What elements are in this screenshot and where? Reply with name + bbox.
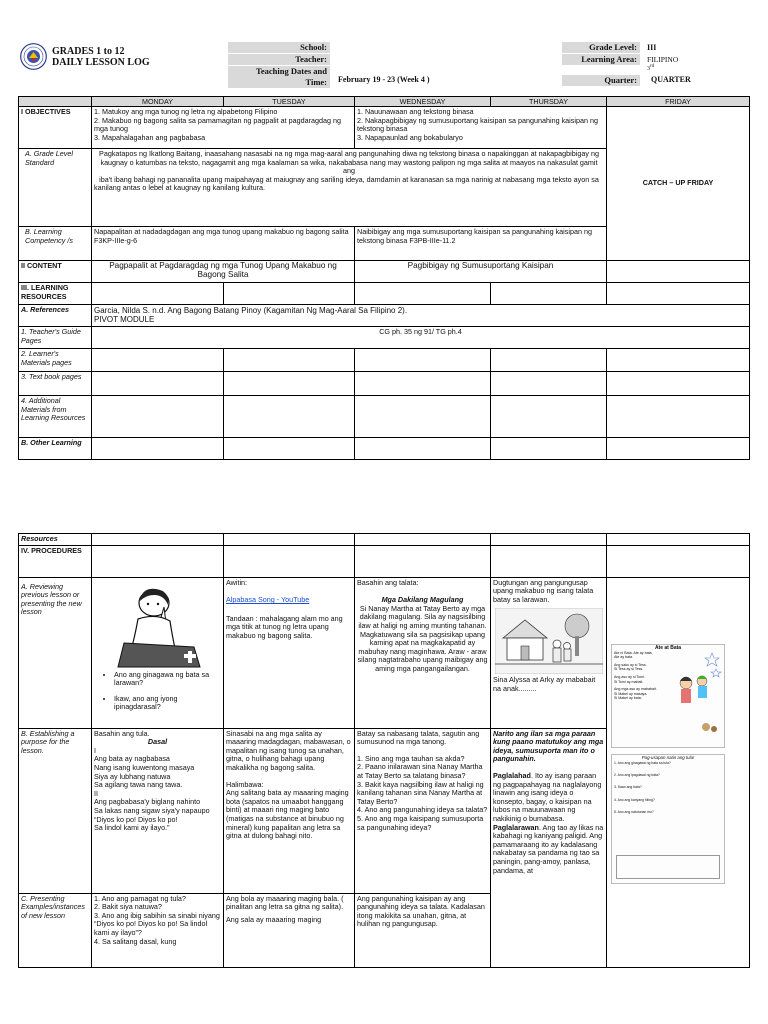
grade-level-standard-text: Pagkatapos ng Ikatlong Baitang, inaasahang nasasabi na ng mga mag-aaral ang pangunahing diwa ng tekstong binasa o napakinggan at nakapagbibigay ng kaugnay o katumbas na teksto, nagagamit ang mga kaalaman sa wika, nakababasa nang may wastong palipon ng mga salita at maayos na nakasulat gamit ang iba't ibang bahagi ng pananalita upang maipahayag at maiugnay ang sariling ideya, damdamin at karanasan sa mga narinig at nabasang mga teksto ayon sa kanilang antas o lebel at kaugnay ng kanilang kultura. <box>92 149 607 227</box>
additional-materials-label: 4. Additional Materials from Learning Resources <box>19 396 92 438</box>
objectives-mon-tue: 1. Matukoy ang mga tunog ng letra ng alpabetong Filipino 2. Makabuo ng bagong salita sa pamamagitan ng pagpalit at pagdaragdag ng mga tunog 3. Mapahalagahan ang pagbabasa <box>92 107 355 149</box>
teachers-guide-label: 1. Teacher's Guide Pages <box>19 327 92 349</box>
reviewing-tuesday: Awitin: Alpabasa Song - YouTube Tandaan : mahalagang alam mo ang mga titik at tunog ng letra upang makabuo ng bagong salita. <box>224 577 355 728</box>
deped-seal-icon <box>20 43 47 70</box>
presenting-monday: 1. Ano ang pamagat ng tula? 2. Bakit siya natuwa? 3. Ano ang ibig sabihin sa sinabi niyang “Diyos ko po! Diyos ko po! Sa lindol kami ay ilayo”? 4. Sa salitang dasal, kung <box>92 893 224 967</box>
presenting-examples-label: C. Presenting Examples/instances of new lesson <box>19 893 92 967</box>
catch-up-friday: CATCH – UP FRIDAY <box>607 107 750 261</box>
content-label: II CONTENT <box>19 261 92 283</box>
establishing-wednesday: Batay sa nabasang talata, sagutin ang sumusunod na mga tanong. 1. Sino ang mga tauhan sa akda? 2. Paano inilarawan sina Nanay Martha at Tatay Berto sa talatang binasa? 3. Bakit kaya nagsilbing ilaw at haligi ng kanilang tahanan sina Nanay Martha at Tatay Berto? 4. Ano ang pangunahing ideya sa talata? 5. Ano ang mga kaisipang sumusuporta sa pangunahing ideya? <box>355 728 491 893</box>
worksheet-pag-usapan: Pag-usapan natin ang tula! 1. Ano ang ginagawa ng bata sa tula? 2. Ano ang ipagdasal ng bata? 3. Saan ang bata? 4. Ano ang kanyang hiling? 5. Ano ang natutunan mo? <box>611 754 725 884</box>
quarter-value: QUARTER <box>651 75 691 84</box>
grade-level-value: III <box>647 43 657 52</box>
textbook-pages-label: 3. Text book pages <box>19 372 92 396</box>
reviewing-lesson-label: A. Reviewing previous lesson or presenting the new lesson <box>19 577 92 728</box>
competency-wed-thu: Naibibigay ang mga sumusuportang kaisipan sa pangunahing kaisipan ng tekstong binasa F3PB-IIIe-11.2 <box>355 227 607 261</box>
worksheet-ate-at-bata: Ate at Bata Ate ni Bata. Ate ay bata. Ate ay bata. Ang sako ay si Tess. Si Tess ay si Tess. Ang aso ay si Tomi. Si Tomi ay mabait. Ang mga aso ay mababait. Si Mabel ay masaya. Si Mabel ay bata. <box>611 644 725 748</box>
reviewing-thursday: Dugtungan ang pangungusap upang makabuo ng isang talata batay sa larawan. Sina Alyssa at Arky ay mababait na anak......... <box>491 577 607 728</box>
learners-materials-label: 2. Learner's Materials pages <box>19 349 92 372</box>
objectives-label: I OBJECTIVES <box>19 107 92 149</box>
col-blank <box>19 97 92 107</box>
worksheet-illustration <box>672 651 722 741</box>
lesson-log-table-bottom <box>18 533 750 968</box>
teaching-dates-label: Teaching Dates and Time: <box>228 66 330 88</box>
teaching-dates-value: February 19 - 23 (Week 4 ) <box>338 75 430 84</box>
procedures-label: IV. PROCEDURES <box>19 545 92 577</box>
competency-mon-tue: Napapalitan at nadadagdagan ang mga tunog upang makabuo ng bagong salita F3KP-IIIe-g-6 <box>92 227 355 261</box>
grade-level-standard-label: A. Grade Level Standard <box>19 149 92 227</box>
presenting-wednesday: Ang pangunahing kaisipan ay ang pangunahing ideya sa talata. Kadalasan itong makikita sa unahan, gitna, at hulihan ng pangungusap. <box>355 893 491 967</box>
grade-level-label: Grade Level: <box>562 42 640 53</box>
presenting-tuesday: Ang bola ay maaaring maging bala. ( pinalitan ang letra sa gitna ng salita). Ang sala ay maaaring maging <box>224 893 355 967</box>
col-friday: FRIDAY <box>607 97 750 107</box>
family-house-image <box>495 608 603 674</box>
reviewing-wednesday: Basahin ang talata: Mga Dakilang Magulang Si Nanay Martha at Tatay Berto ay mga dakilang magulang. Sila ay nagsisilbing ilaw at haligi ng aming munting tahanan. Magkatuwang sila sa pagsisikap upang kaming apat na magkakapatid ay mabuhay nang maginhawa. Araw - araw silang nagtatrabaho upang maibigay ang aming mga pangangailangan. <box>355 577 491 728</box>
lesson-log-table-top <box>18 96 750 460</box>
establishing-thursday: Narito ang ilan sa mga paraan kung paano matutukoy ang mga ideya, sumusuporta man ito o pangunahin. Paglalahad. Ito ay isang paraan ng pagpapahayag na naglalayong linawin ang isang ideya o konsepto, bagay, o kaisipan na lubos na mauunawaan ng nakikinig o bumabasa. Paglalarawan. Ang tao ay likas na kabahagi ng kaniyang paligid. Ang pamamaraang ito ay kadalasang nakabatay sa pandama ng tao sa paningin, pang-amoy, panlasa, pandama, at <box>491 728 607 967</box>
teacher-label: Teacher: <box>228 54 330 65</box>
review-question-2: • Ikaw, ano ang iyong ipinagdarasal? <box>114 695 221 712</box>
objectives-wed-thu: 1. Nauunawaan ang tekstong binasa 2. Nakapagbibigay ng sumusuportang kaisipan sa pangunahing kaisipan ng tekstong binasa 3. Napapaunlad ang bokabularyo <box>355 107 607 149</box>
col-wednesday: WEDNESDAY <box>355 97 491 107</box>
quarter-number: 3rd <box>647 64 655 72</box>
references-text: Garcia, Nilda S. n.d. Ang Bagong Batang Pinoy (Kagamitan Ng Mag-Aaral Sa Filipino 2). PIVOT MODULE <box>92 305 750 327</box>
reviewing-monday <box>92 577 224 728</box>
references-label: A. References <box>19 305 92 327</box>
establishing-monday: Basahin ang tula. Dasal I Ang bata ay nagbabasa Nang isang kuwentong masaya Siya ay lubhang natuwa Sa agilang tawa nang tawa. II Ang pagbabasa'y biglang nahinto Sa lakas nang sigaw siya'y napaupo “Diyos ko po! Diyos ko po! Sa lindol kami ay ilayo.” <box>92 728 224 893</box>
quarter-label: Quarter: <box>562 75 640 86</box>
praying-girl-image <box>104 583 212 669</box>
log-title: GRADES 1 to 12 DAILY LESSON LOG <box>52 46 150 68</box>
learning-area-value: FILIPINO <box>647 55 679 64</box>
review-question-1: • Ano ang ginagawa ng bata sa larawan? <box>114 671 221 688</box>
friday-worksheets <box>607 577 750 967</box>
school-label: School: <box>228 42 330 53</box>
establishing-purpose-label: B. Establishing a purpose for the lesson. <box>19 728 92 893</box>
content-wed-thu: Pagbibigay ng Sumusuportang Kaisipan <box>355 261 607 283</box>
col-tuesday: TUESDAY <box>224 97 355 107</box>
col-thursday: THURSDAY <box>491 97 607 107</box>
learning-competency-label: B. Learning Competency /s <box>19 227 92 261</box>
alpabasa-song-link[interactable]: Alpabasa Song - YouTube <box>226 595 310 605</box>
content-mon-tue: Pagpapalit at Pagdaragdag ng mga Tunog Upang Makabuo ng Bagong Salita <box>92 261 355 283</box>
other-learning-label: B. Other Learning <box>19 438 92 460</box>
teachers-guide-pages: CG ph. 35 ng 91/ TG ph.4 <box>92 327 750 349</box>
establishing-tuesday: Sinasabi na ang mga salita ay maaaring madagdagan, mabawasan, o mapalitan ng isang tunog sa unahan, gitna, o hulihang bahagi upang makalikha ng bagong salita. Halimbawa: Ang salitang bata ay maaaring maging bota (sapatos na umaabot hanggang binti) at maaari ring maging bato (matigas na substance at binubuo ng mineral) kung papalitan ang letra sa gitna at dulong bahagi nito. <box>224 728 355 893</box>
learning-resources-label: III. LEARNING RESOURCES <box>19 283 92 305</box>
resources-continued-label: Resources <box>19 534 92 546</box>
col-monday: MONDAY <box>92 97 224 107</box>
learning-area-label: Learning Area: <box>562 54 640 65</box>
